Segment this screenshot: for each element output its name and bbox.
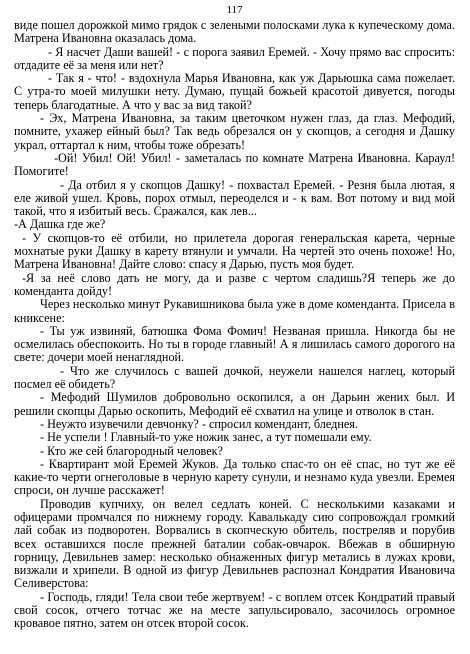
- paragraph: - Господь, гляди! Тела свои тебе жертвуем! - с воплем отсек Кондратий правый свой сосок, отчего тотчас же на месте запульсировало, засочилось огромное кровавое пятно, затем он отсек второй сосок.: [14, 589, 455, 631]
- paragraph: - Эх, Матрена Ивановна, за таким цветочком нужен глаз, да глаз. Мефодий, помните, ухажер ейный был? Так ведь обрезался он у скопцов, а сегодня и Дашку украл, оттартал к ним, чтобы тоже обрезать!: [14, 111, 455, 152]
- paragraph: Проводив купчиху, он велел седлать коней. С несколькими казаками и офицерами промчался по нижнему городу. Кавалькаду сию сопровождал громкий лай собак из подворотен. Ворвались в скопческую обитель, постреляв и порубив всех оставшихся после прежней баталии собак-овчарок. Вбежав в обширную горницу, Девильнев замер: несколько обнаженных фигур метались в лужах крови, визжали и хрипели. В одной из фигур Девильнев распознал Кондратия Ивановича Селиверстова:: [14, 496, 455, 591]
- paragraph: - Мефодий Шумилов добровольно оскопился, а он Дарьин жених был. И решили скопцы Дарью оскопить, Мефодий её схватил на улице и отволок в стан.: [14, 390, 455, 418]
- paragraph: - Кто же сей благородный человек?: [40, 443, 223, 458]
- paragraph: -Ой! Убил! Ой! Убил! - заметалась по комнате Матрена Ивановна. Караул! Помогите!: [14, 150, 455, 179]
- body-text: [14, 19, 455, 631]
- paragraph: - У скопцов-то её отбили, но прилетела дорогая генеральская карета, черные мохнатые руки Дашку в карету втянули и умчали. На чертей это очень похоже! Но, Матрена Ивановна! Дайте слово: спасу я Дарью, пусть моя будет.: [14, 230, 455, 272]
- paragraph: - Я насчет Даши вашей! - с порога заявил Еремей. - Хочу прямо вас спросить: отдадите её за меня или нет?: [14, 44, 455, 72]
- paragraph: - Что же случилось с вашей дочкой, неужели нашелся наглец, который посмел её обидеть?: [14, 363, 455, 392]
- paragraph: - Неужто изувечили девчонку? - спросил комендант, бледнея.: [40, 416, 358, 431]
- page-number: 117: [226, 4, 243, 16]
- paragraph: -А Дашка где же?: [14, 217, 106, 232]
- paragraph: виде пошел дорожкой мимо грядок с зелеными полосками лука к купеческому дома. Матрена Ивановна оказалась дома.: [14, 18, 455, 46]
- paragraph: -Я за неё слово дать не могу, да и разве с чертом сладишь?Я теперь же до коменданта дойду!: [14, 270, 455, 298]
- paragraph: - Квартирант мой Еремей Жуков. Да только спас-то он её спас, но тут же её какие-то черти огнеголовые в черную карету сунули, и незнамо куда увезли. Еремея спроси, он лучше расскажет!: [14, 456, 455, 498]
- paragraph: - Не успели ! Главный-то уже ножик занес, а тут помешали ему.: [40, 430, 372, 445]
- paragraph: - Да отбил я у скопцов Дашку! - похвастал Еремей. - Резня была лютая, я еле живой ушел. Кровь, порох отмыл, переоделся и - к вам. Вот потому и вид мой такой, что я избитый весь. Сражался, как лев...: [14, 177, 455, 219]
- paragraph: Через несколько минут Рукавишникова была уже в доме коменданта. Присела в книксене:: [14, 297, 455, 325]
- paragraph: - Ты уж извиняй, батюшка Фома Фомич! Незваная пришла. Никогда бы не осмелилась обеспокоить. Но ты в городе главный! А я лишилась самого дорогого на свете: дочери моей ненаглядной.: [14, 323, 455, 365]
- paragraph: - Так я - что! - вздохнула Марья Ивановна, как уж Дарьюшка сама пожелает. С утра-то моей милушки нету. Думаю, пущай божьей красотой дивуется, погоды теперь благодатные. А что у вас за вид такой?: [14, 71, 455, 112]
